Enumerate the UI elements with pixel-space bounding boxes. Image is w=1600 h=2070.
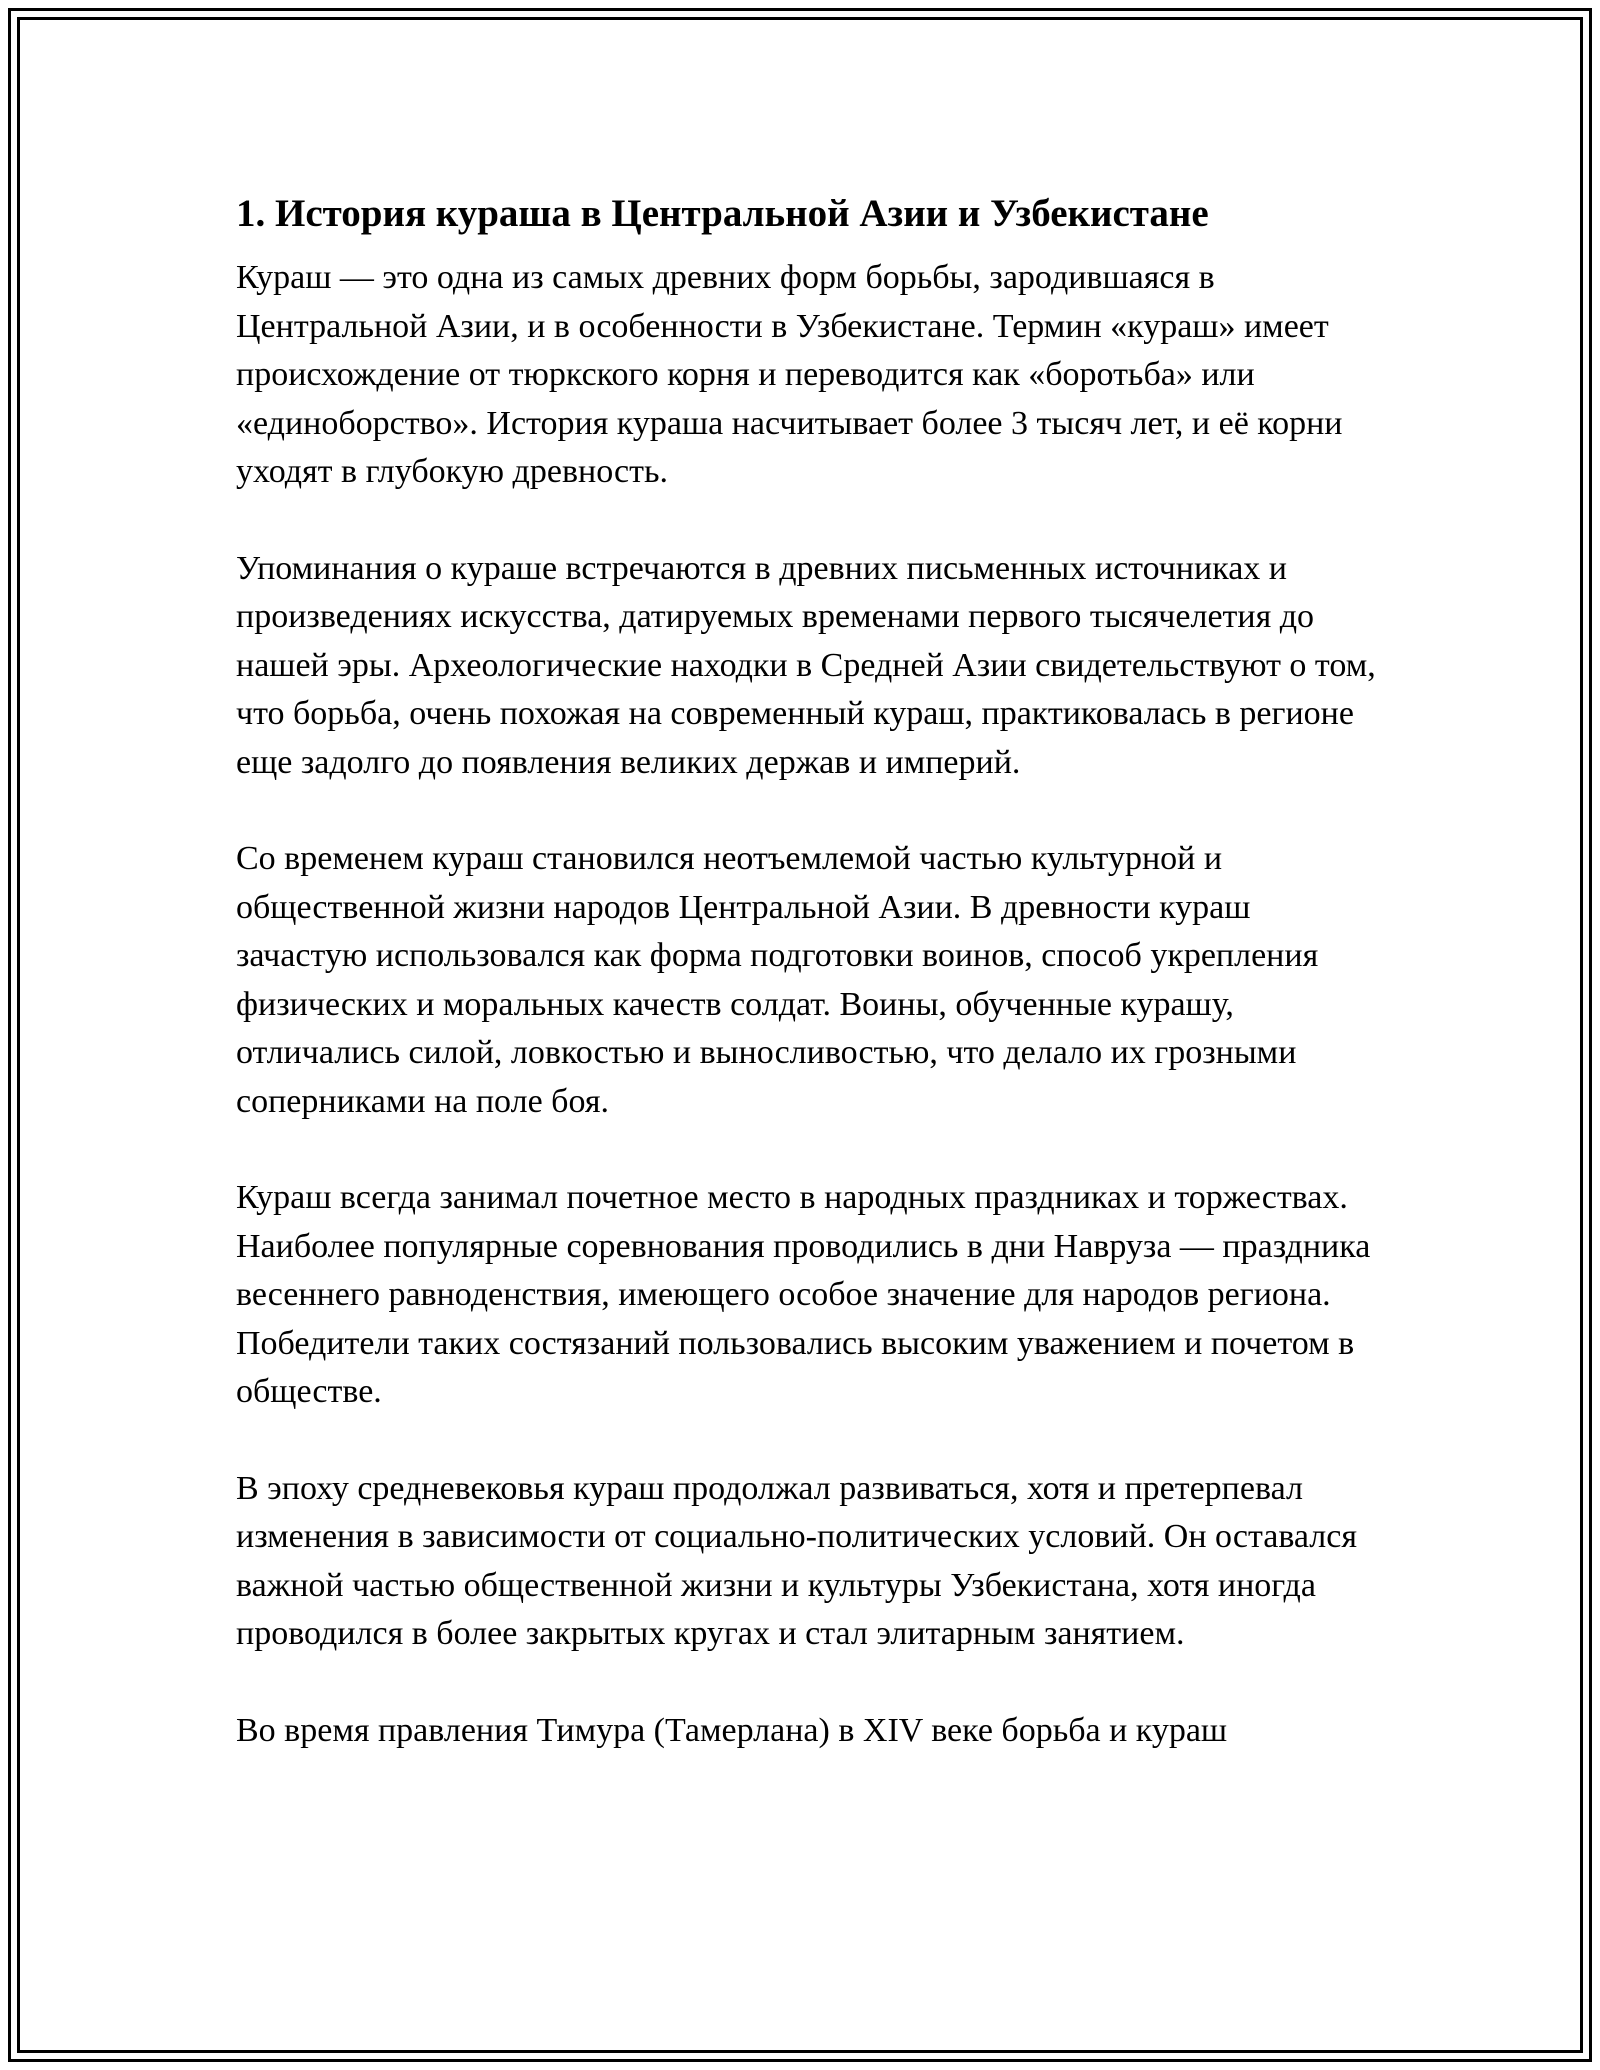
paragraph: В эпоху средневековья кураш продолжал развиваться, хотя и претерпевал изменения в зависимости от социально-политических условий. Он оставался важной частью общественной жизни и культуры Узбекистана, хотя иногда проводился в более закрытых кругах и стал элитарным занятием. xyxy=(236,1469,1358,1652)
paragraph: Кураш всегда занимал почетное место в народных праздниках и торжествах. Наиболее популярные соревнования проводились в дни Навруза — праздника весеннего равноденствия, имеющего особое значение для народов региона. Победители таких состязаний пользовались высоким уважением и почетом в обществе. xyxy=(236,1179,1371,1410)
section-heading: 1. История кураша в Центральной Азии и Узбекистане xyxy=(236,192,1209,235)
paragraph: Кураш — это одна из самых древних форм борьбы, зародившаяся в Центральной Азии, и в особенности в Узбекистане. Термин «кураш» имеет происхождение от тюркского корня и переводится как «боротьба» или «единоборство». История кураша насчитывает более 3 тысяч лет, и её корни уходят в глубокую древность. xyxy=(236,259,1343,490)
document-body xyxy=(236,186,1386,1755)
paragraph: Упоминания о кураше встречаются в древних письменных источниках и произведениях искусства, датируемых временами первого тысячелетия до нашей эры. Археологические находки в Средней Азии свидетельствуют о том, что борьба, очень похожая на современный кураш, практиковалась в регионе еще задолго до появления великих держав и империй. xyxy=(236,549,1376,781)
paragraph: Во время правления Тимура (Тамерлана) в XIV веке борьба и кураш xyxy=(236,1711,1228,1749)
paragraph: Со временем кураш становился неотъемлемой частью культурной и общественной жизни народов Центральной Азии. В древности кураш зачастую использовался как форма подготовки воинов, способ укрепления физических и моральных качеств солдат. Воины, обученные курашу, отличались силой, ловкостью и выносливостью, что делало их грозными соперниками на поле боя. xyxy=(236,840,1319,1120)
